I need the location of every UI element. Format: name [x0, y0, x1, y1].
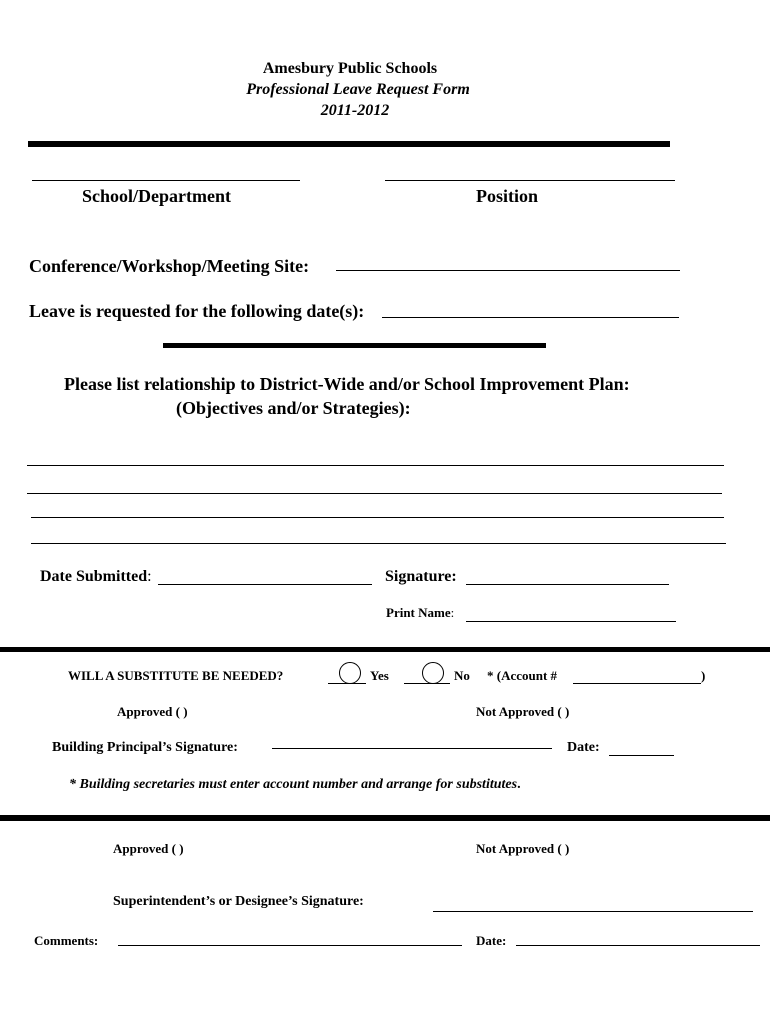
secretaries-note: * Building secretaries must enter account number and arrange for substitutes. [69, 777, 521, 792]
relationship-line-2[interactable] [27, 493, 722, 494]
meeting-site-label: Conference/Workshop/Meeting Site: [29, 256, 310, 276]
principal-not-approved-checkbox[interactable]: Not Approved ( ) [476, 704, 570, 719]
relationship-prompt: Please list relationship to District-Wide and/or School Improvement Plan: [64, 374, 630, 394]
school-department-input-line[interactable] [32, 180, 300, 181]
account-number-input-line[interactable] [573, 683, 701, 684]
account-number-label: * (Account # [487, 668, 558, 683]
school-name: Amesbury Public Schools [262, 60, 438, 77]
account-number-close-paren: ) [701, 668, 706, 683]
leave-dates-label: Leave is requested for the following date(s): [29, 301, 365, 321]
principal-date-input-line[interactable] [609, 755, 674, 756]
principal-signature-input-line[interactable] [272, 748, 552, 749]
relationship-line-1[interactable] [27, 465, 724, 466]
principal-signature-label: Building Principal’s Signature: [52, 740, 238, 755]
leave-dates-input-line[interactable] [382, 317, 679, 318]
comments-input-line[interactable] [118, 945, 462, 946]
principal-approved-checkbox[interactable]: Approved ( ) [117, 704, 188, 719]
signature-input-line[interactable] [466, 584, 669, 585]
superintendent-date-label: Date: [476, 933, 507, 948]
no-radio[interactable] [422, 662, 444, 684]
signature-label: Signature: [385, 568, 457, 585]
relationship-line-3[interactable] [31, 517, 724, 518]
superintendent-signature-input-line[interactable] [433, 911, 753, 912]
print-name-input-line[interactable] [466, 621, 676, 622]
position-label: Position [476, 186, 539, 206]
no-label: No [454, 668, 470, 683]
school-department-label: School/Department [82, 186, 231, 206]
position-input-line[interactable] [385, 180, 675, 181]
yes-radio[interactable] [339, 662, 361, 684]
superintendent-date-input-line[interactable] [516, 945, 760, 946]
meeting-site-input-line[interactable] [336, 270, 680, 271]
comments-label: Comments: [34, 933, 99, 948]
superintendent-section-rule [0, 815, 770, 821]
form-year: 2011-2012 [320, 102, 390, 119]
substitute-section-rule [0, 647, 770, 652]
superintendent-signature-label: Superintendent’s or Designee’s Signature: [113, 894, 364, 909]
date-submitted-input-line[interactable] [158, 584, 372, 585]
yes-label: Yes [370, 668, 389, 683]
date-submitted-label: Date Submitted: [40, 568, 152, 585]
substitute-no-underline [404, 683, 450, 684]
print-name-label: Print Name: [386, 605, 455, 620]
header-rule [28, 141, 670, 147]
principal-date-label: Date: [567, 740, 600, 755]
superintendent-not-approved-checkbox[interactable]: Not Approved ( ) [476, 841, 570, 856]
relationship-line-4[interactable] [31, 543, 726, 544]
section-rule [163, 343, 546, 348]
substitute-question: WILL A SUBSTITUTE BE NEEDED? [68, 668, 284, 683]
relationship-subprompt: (Objectives and/or Strategies): [176, 398, 411, 418]
superintendent-approved-checkbox[interactable]: Approved ( ) [113, 841, 184, 856]
form-title: Professional Leave Request Form [246, 81, 470, 98]
